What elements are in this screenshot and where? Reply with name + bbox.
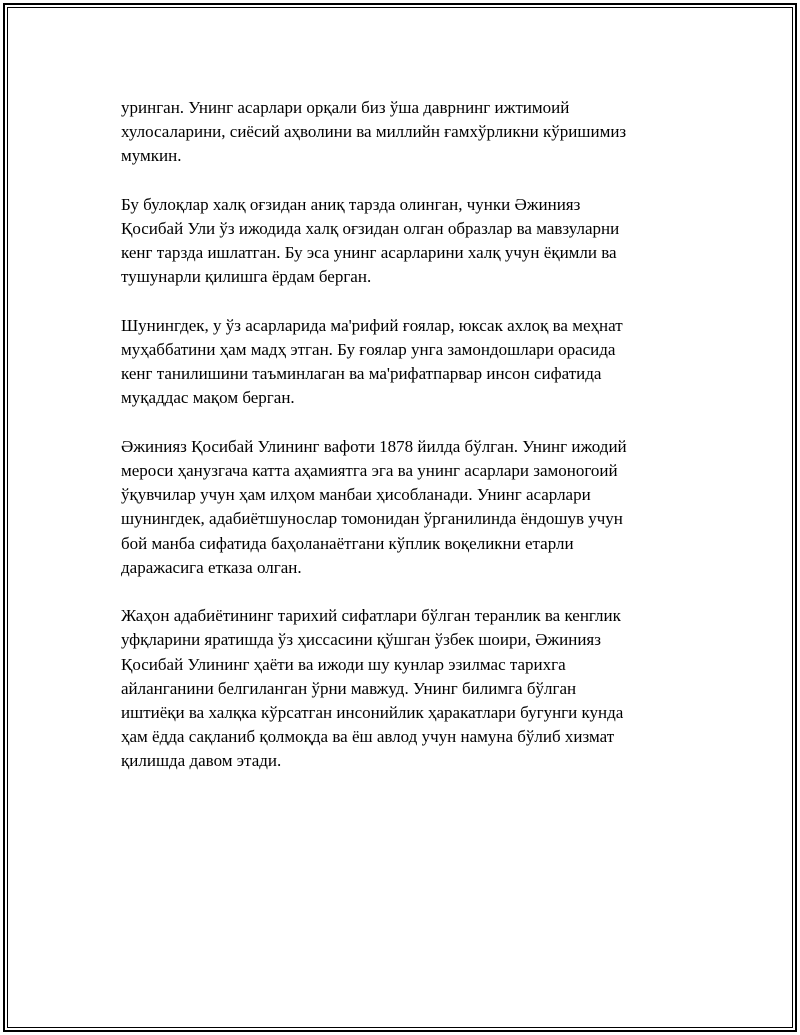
text-line: мероси ҳанузгача катта аҳамиятга эга ва унинг асарлари замоногоий	[121, 461, 618, 480]
text-line: шунингдек, адабиётшунослар томонидан ўрганилинда ёндошув учун	[121, 509, 623, 529]
paragraph-1	[121, 96, 701, 169]
text-line: мумкин.	[121, 146, 182, 166]
text-line: бой манба сифатида баҳоланаётгани кўплик воқеликни етарли	[121, 533, 574, 553]
text-line: Бу булоқлар халқ оғзидан аниқ тарзда олинган, чунки Әжинияз	[121, 194, 581, 214]
text-line: даражасига етказа олган.	[121, 557, 302, 577]
text-line: қилишда давом этади.	[121, 751, 282, 771]
text-line: ўқувчилар учун ҳам илҳом манбаи ҳисобланади. Унинг асарлари	[121, 485, 591, 505]
text-line: кенг тарзда ишлатган. Бу эса унинг асарларини халқ учун ёқимли ва	[121, 243, 617, 263]
text-line: муҳаббатини ҳам мадҳ этган. Бу ғоялар унга замондошлари орасида	[121, 340, 616, 359]
text-line: айланганини белгиланган ўрни мавжуд. Унинг билимга бўлган	[121, 678, 577, 698]
text-line: кенг танилишини таъминлаган ва ма'рифатпарвар инсон сифатида	[121, 364, 602, 384]
text-line: Қосибай Ули ўз ижодида халқ оғзидан олган образлар ва мавзуларни	[121, 219, 620, 238]
document-body	[121, 96, 701, 798]
text-line: хулосаларини, сиёсий аҳволини ва миллийн ғамхўрликни кўришимиз	[121, 122, 627, 142]
text-line: Қосибай Улининг ҳаёти ва ижоди шу кунлар эзилмас тарихга	[121, 654, 566, 674]
document-page	[3, 3, 797, 1032]
text-line: муқаддас мақом берган.	[121, 388, 295, 408]
paragraph-5	[121, 604, 701, 773]
text-line: уфқларини яратишда ўз ҳиссасини қўшган ўзбек шоири, Әжинияз	[121, 630, 601, 650]
paragraph-3	[121, 314, 701, 411]
text-line: Жаҳон адабиётининг тарихий сифатлари бўлган теранлик ва кенглик	[121, 606, 621, 626]
text-line: уринган. Унинг асарлари орқали биз ўша даврнинг ижтимоий	[121, 98, 570, 117]
paragraph-4	[121, 435, 701, 580]
text-line: Шунингдек, у ўз асарларида ма'рифий ғоялар, юксак ахлоқ ва меҳнат	[121, 315, 623, 335]
text-line: тушунарли қилишга ёрдам берган.	[121, 267, 372, 287]
text-line: иштиёқи ва халқка кўрсатган инсонийлик ҳаракатлари бугунги кунда	[121, 703, 624, 723]
text-line: ҳам ёдда сақланиб қолмоқда ва ёш авлод учун намуна бўлиб хизмат	[121, 727, 615, 747]
text-line: Әжинияз Қосибай Улининг вафоти 1878 йилда бўлган. Унинг ижодий	[121, 436, 627, 456]
paragraph-2	[121, 193, 701, 290]
